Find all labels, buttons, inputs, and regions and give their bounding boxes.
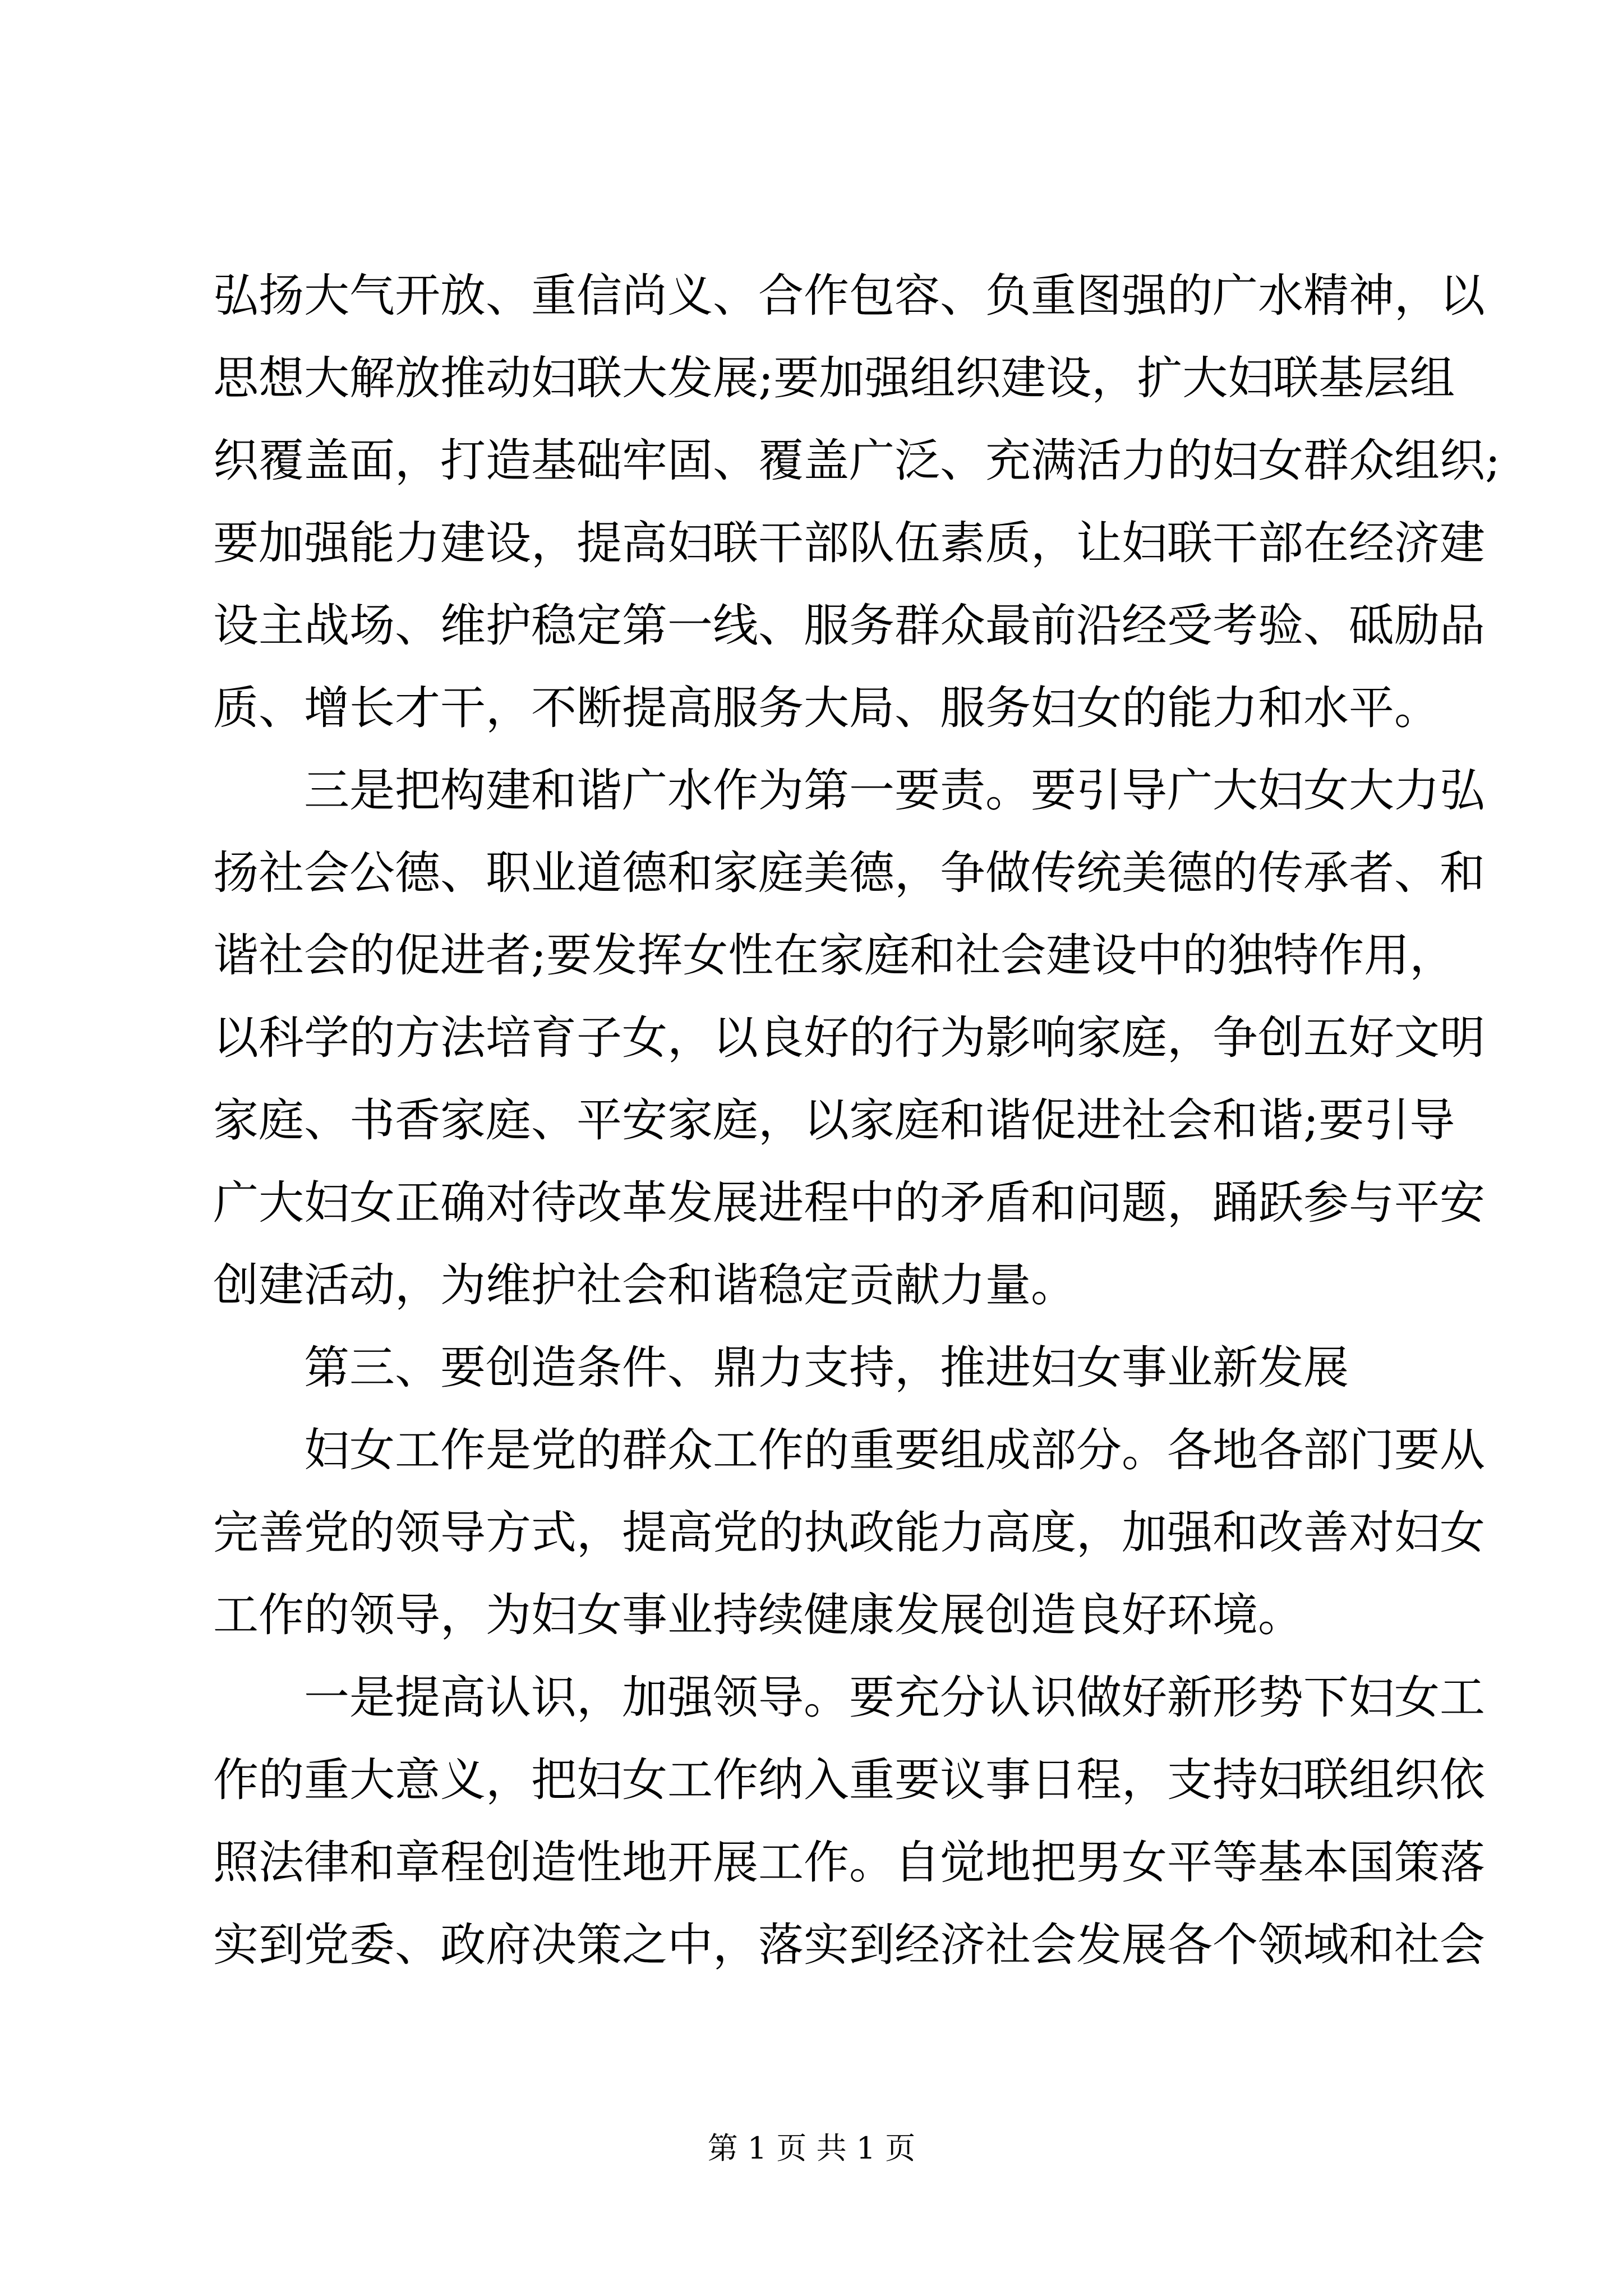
text-line: 广大妇女正确对待改革发展进程中的矛盾和问题，踊跃参与平安 (213, 1177, 1486, 1230)
text-line: 设主战场、维护稳定第一线、服务群众最前沿经受考验、砥励品 (213, 600, 1486, 652)
text-line: 弘扬大气开放、重信尚义、合作包容、负重图强的广水精神，以 (213, 270, 1486, 323)
text-line: 织覆盖面，打造基础牢固、覆盖广泛、充满活力的妇女群众组织; (213, 435, 1501, 487)
text-line: 要加强能力建设，提高妇联干部队伍素质，让妇联干部在经济建 (213, 517, 1486, 570)
text-line: 扬社会公德、职业道德和家庭美德，争做传统美德的传承者、和 (213, 847, 1486, 900)
text-line: 以科学的方法培育子女，以良好的行为影响家庭，争创五好文明 (213, 1012, 1486, 1065)
text-line: 妇女工作是党的群众工作的重要组成部分。各地各部门要从 (213, 1424, 1486, 1477)
text-line: 三是把构建和谐广水作为第一要责。要引导广大妇女大力弘 (213, 765, 1486, 817)
text-line: 质、增长才干，不断提高服务大局、服务妇女的能力和水平。 (213, 682, 1440, 735)
text-line: 家庭、书香家庭、平安家庭，以家庭和谐促进社会和谐;要引导 (213, 1094, 1455, 1147)
text-line: 工作的领导，为妇女事业持续健康发展创造良好环境。 (213, 1589, 1304, 1642)
text-line: 实到党委、政府决策之中，落实到经济社会发展各个领域和社会 (213, 1919, 1486, 1972)
text-line: 作的重大意义，把妇女工作纳入重要议事日程，支持妇联组织依 (213, 1754, 1486, 1807)
text-line: 完善党的领导方式，提高党的执政能力高度，加强和改善对妇女 (213, 1507, 1486, 1559)
page-footer: 第 1 页 共 1 页 (707, 2131, 916, 2166)
text-line: 思想大解放推动妇联大发展;要加强组织建设，扩大妇联基层组 (213, 352, 1455, 405)
text-line: 谐社会的促进者;要发挥女性在家庭和社会建设中的独特作用， (213, 930, 1455, 982)
text-line: 创建活动，为维护社会和谐稳定贡献力量。 (213, 1259, 1077, 1312)
document-body (213, 255, 1501, 1987)
text-line: 一是提高认识，加强领导。要充分认识做好新形势下妇女工 (213, 1672, 1486, 1724)
section-heading: 第三、要创造条件、鼎力支持，推进妇女事业新发展 (213, 1342, 1349, 1395)
text-line: 照法律和章程创造性地开展工作。自觉地把男女平等基本国策落 (213, 1837, 1486, 1889)
